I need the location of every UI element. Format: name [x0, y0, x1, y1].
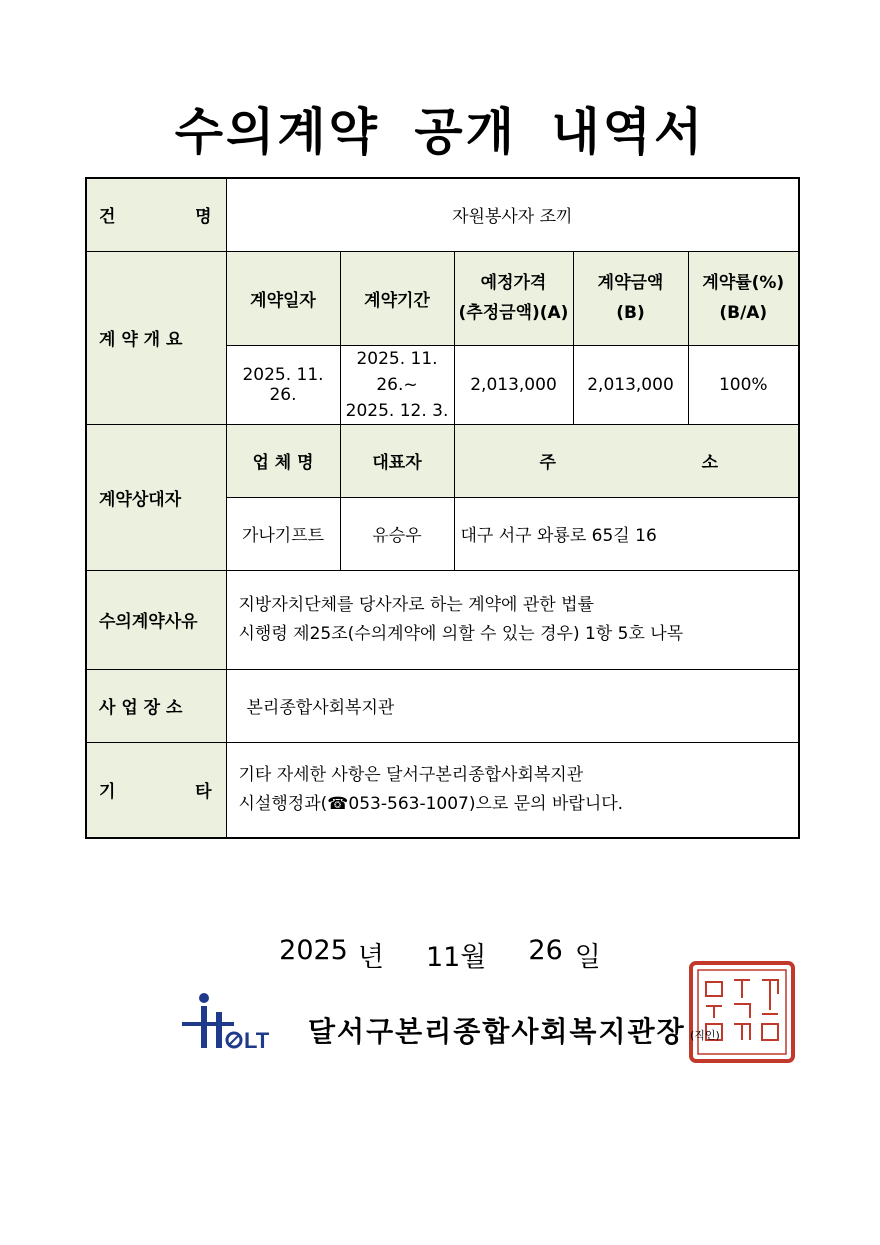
- holt-logo: [180, 992, 292, 1058]
- counterparty-label: 계약상대자: [86, 424, 226, 570]
- etc-line2: 시설행정과(☎053-563-1007)으로 문의 바랍니다.: [238, 793, 624, 814]
- header-contract-rate: 계약률(%) (B/A): [688, 251, 799, 345]
- contract-table: [85, 177, 800, 839]
- representative: 유승우: [340, 497, 454, 570]
- etc-label-cell: 기 타: [86, 742, 226, 838]
- organization-name: 달서구본리종합사회복지관장: [308, 1015, 686, 1048]
- contract-rate: 100%: [688, 345, 799, 424]
- period-start: 2025. 11. 26.~: [356, 348, 438, 395]
- header-estimated-price: 예정가격 (추정금액)(A): [454, 251, 573, 345]
- estimated-price: 2,013,000: [454, 345, 573, 424]
- document-title: 수의계약 공개 내역서: [174, 103, 706, 161]
- period-end: 2025. 12. 3.: [345, 400, 449, 421]
- header-contract-amount: 계약금액 (B): [573, 251, 688, 345]
- date-day: 26: [528, 935, 563, 966]
- reason-label: 수의계약사유: [86, 570, 226, 669]
- date-year: 2025: [279, 935, 348, 966]
- contract-date: 2025. 11. 26.: [226, 345, 340, 424]
- etc-line1: 기타 자세한 사항은 달서구본리종합사회복지관: [238, 764, 584, 785]
- site-label: 사 업 장 소: [86, 669, 226, 742]
- name-value: 자원봉사자 조끼: [226, 178, 799, 251]
- date-day-unit: 일: [574, 942, 601, 973]
- header-address: 주 소: [454, 424, 799, 497]
- header-company: 업 체 명: [226, 424, 340, 497]
- name-label-cell: 건 명: [86, 178, 226, 251]
- contract-period: [340, 345, 454, 424]
- reason-line1: 지방자치단체를 당사자로 하는 계약에 관한 법률: [238, 594, 594, 615]
- summary-label: 계 약 개 요: [86, 251, 226, 424]
- address: 대구 서구 와룡로 65길 16: [454, 497, 799, 570]
- site-value: 본리종합사회복지관: [226, 669, 799, 742]
- svg-text:LT: LT: [244, 1028, 270, 1053]
- date-year-unit: 년: [357, 942, 384, 973]
- company-name: 가나기프트: [226, 497, 340, 570]
- header-representative: 대표자: [340, 424, 454, 497]
- contract-amount: 2,013,000: [573, 345, 688, 424]
- etc-value: [226, 742, 799, 838]
- reason-value: [226, 570, 799, 669]
- seal-note: (직인): [690, 1029, 720, 1042]
- header-contract-date: 계약일자: [226, 251, 340, 345]
- header-contract-period: 계약기간: [340, 251, 454, 345]
- date-month: 11월: [425, 942, 487, 973]
- official-seal: [688, 960, 796, 1068]
- reason-line2: 시행령 제25조(수의계약에 의할 수 있는 경우) 1항 5호 나목: [238, 623, 684, 644]
